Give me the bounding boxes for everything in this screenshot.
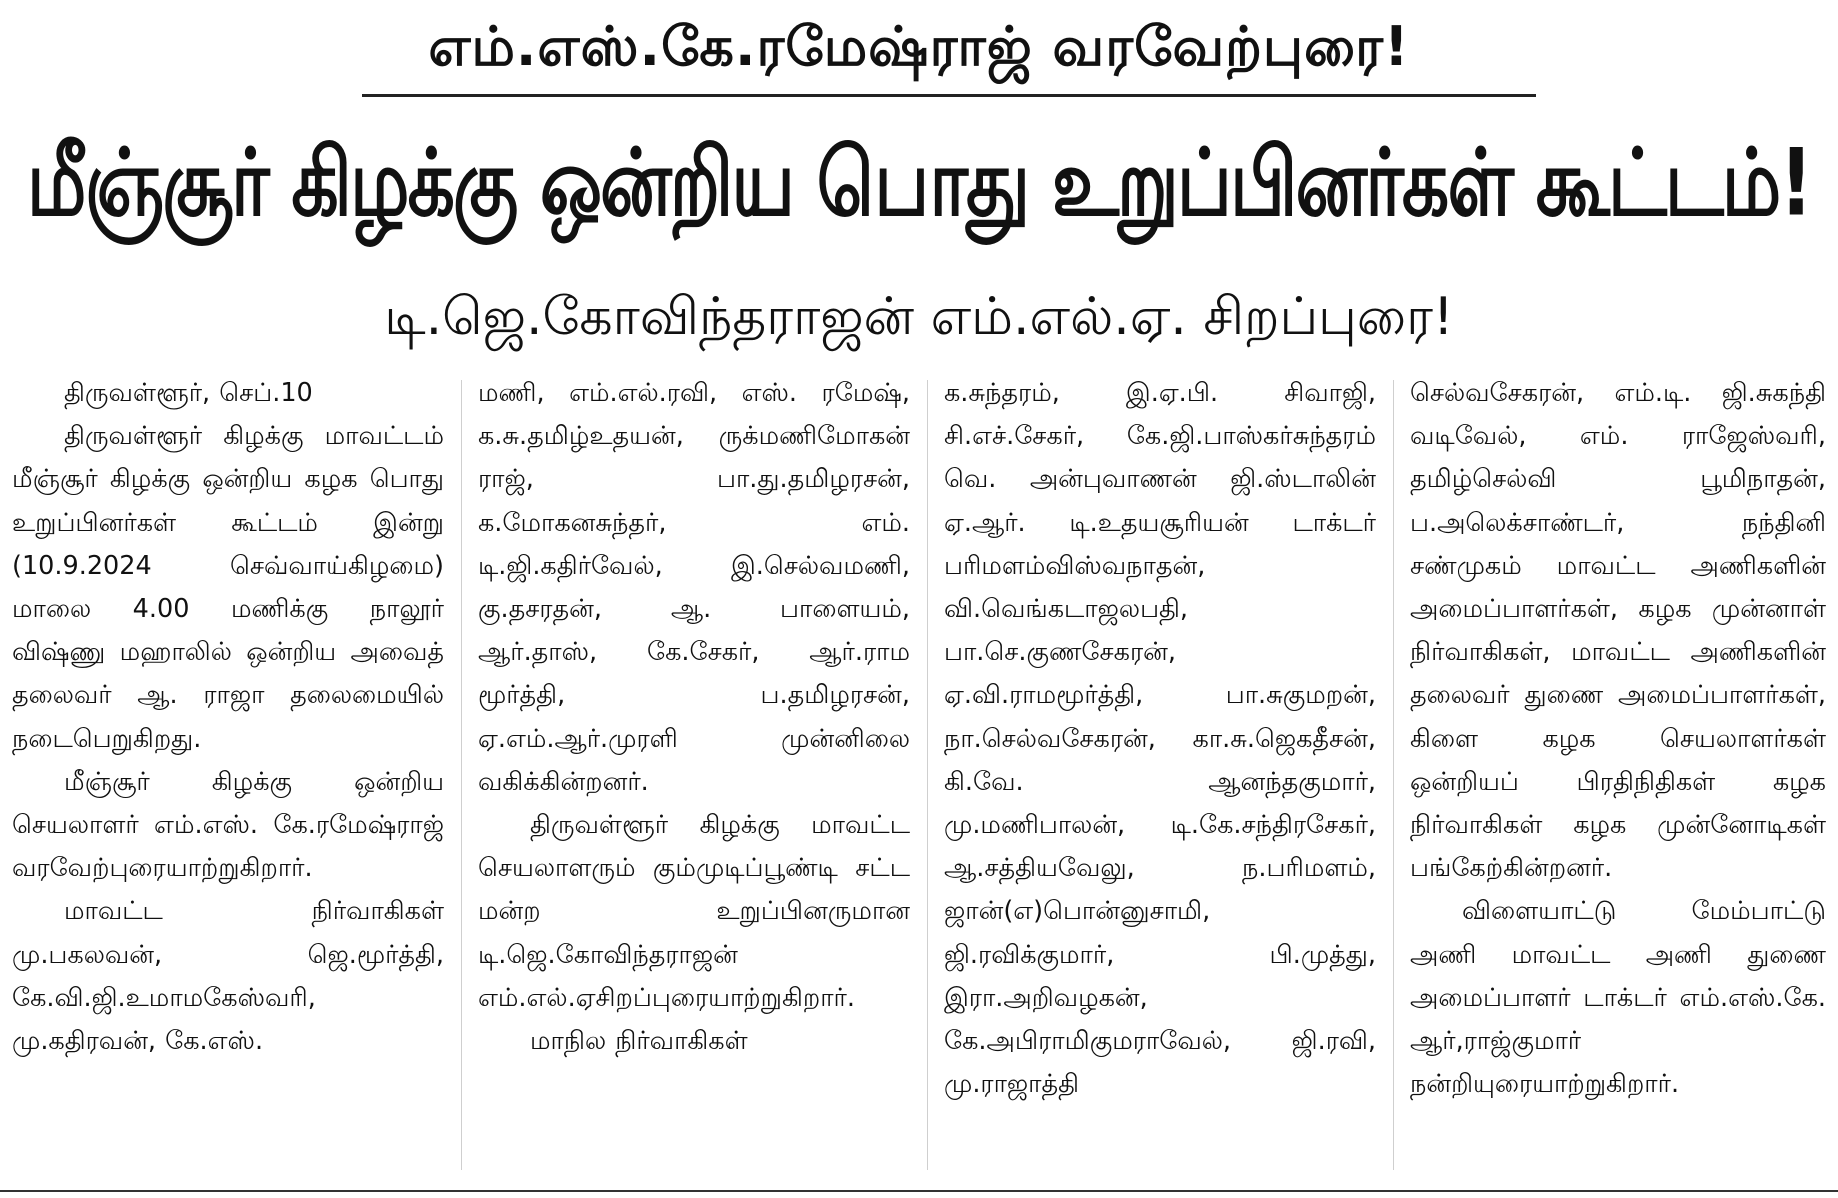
column-divider — [927, 380, 928, 1170]
dateline: திருவள்ளூர், செப்.10 — [64, 378, 313, 408]
article-paragraph: மணி, எம்.எல்.ரவி, எஸ். ரமேஷ், க.சு.தமிழ்உதயன், ருக்மணிமோகன் ராஜ், பா.து.தமிழரசன், க.மோகனசுந்தர், எம். டி.ஜி.கதிர்வேல், இ.செல்வமணி, கு.தசரதன், ஆ. பாளையம், ஆர்.தாஸ், கே.சேகர், ஆர்.ராம மூர்த்தி, ப.தமிழரசன், ஏ.எம்.ஆர்.முரளி முன்னிலை வகிக்கின்றனர். — [478, 378, 910, 797]
article-column-4 — [1410, 372, 1826, 1172]
article-paragraph: செல்வசேகரன், எம்.டி. ஜி.சுகந்தி வடிவேல், எம். ராஜேஸ்வரி, தமிழ்செல்வி பூமிநாதன், ப.அலெக்சாண்டர், நந்தினி சண்முகம் மாவட்ட அணிகளின் அமைப்பாளர்கள், கழக முன்னாள் நிர்வாகிகள், மாவட்ட அணிகளின் தலைவர் துணை அமைப்பாளர்கள், கிளை கழக செயலாளர்கள் ஒன்றியப் பிரதிநிதிகள் கழக நிர்வாகிகள் கழக முன்னோடிகள் பங்கேற்கின்றனர். — [1410, 378, 1826, 884]
article-paragraph: க.சுந்தரம், இ.ஏ.பி. சிவாஜி, சி.எச்.சேகர், கே.ஜி.பாஸ்கர்சுந்தரம் வெ. அன்புவாணன் ஜி.ஸ்டாலின் ஏ.ஆர். டி.உதயசூரியன் டாக்டர் பரிமளம்விஸ்வநாதன், வி.வெங்கடாஜலபதி, பா.செ.குணசேகரன், ஏ.வி.ராமமூர்த்தி, பா.சுகுமறன், நா.செல்வசேகரன், கா.சு.ஜெகதீசன், கி.வே. ஆனந்தகுமார், மு.மணிபாலன், டி.கே.சந்திரசேகர், ஆ.சத்தியவேலு, ந.பரிமளம், ஜான்(எ)பொன்னுசாமி, ஜி.ரவிக்குமார், பி.முத்து, இரா.அறிவழகன், கே.அபிராமிகுமராவேல், ஜி.ரவி, மு.ராஜாத்தி — [944, 378, 1376, 1100]
article-paragraph: மாநில நிர்வாகிகள் — [530, 1026, 748, 1057]
article-column-2 — [478, 372, 910, 1172]
article-paragraph: திருவள்ளூர் கிழக்கு மாவட்டம் மீஞ்சூர் கிழக்கு ஒன்றிய கழக பொது உறுப்பினர்கள் கூட்டம் இன்று (10.9.2024 செவ்வாய்கிழமை) மாலை 4.00 மணிக்கு நாலூர் விஷ்ணு மஹாலில் ஒன்றிய அவைத் தலைவர் ஆ. ராஜா தலைமையில் நடைபெறுகிறது. — [12, 421, 444, 754]
sub-headline: டி.ஜெ.கோவிந்தராஜன் எம்.எல்.ஏ. சிறப்புரை! — [384, 287, 1454, 347]
article-paragraph: திருவள்ளூர் கிழக்கு மாவட்ட செயலாளரும் கும்முடிப்பூண்டி சட்ட மன்ற உறுப்பினருமான டி.ஜெ.கோவிந்தராஜன் எம்.எல்.ஏசிறப்புரையாற்றுகிறார். — [478, 810, 910, 1013]
article-paragraph: மீஞ்சூர் கிழக்கு ஒன்றிய செயலாளர் எம்.எஸ். கே.ரமேஷ்ராஜ் வரவேற்புரையாற்றுகிறார். — [12, 766, 444, 884]
bottom-rule — [0, 1190, 1838, 1192]
kicker-headline: எம்.எஸ்.கே.ரமேஷ்ராஜ் வரவேற்புரை! — [428, 15, 1410, 78]
article-paragraph: மாவட்ட நிர்வாகிகள் மு.பகலவன், ஜெ.மூர்த்தி, கே.வி.ஜி.உமாமகேஸ்வரி, மு.கதிரவன், கே.எஸ். — [12, 896, 444, 1057]
article-body — [12, 372, 1826, 1172]
column-divider — [1393, 380, 1394, 1170]
article-column-3 — [944, 372, 1376, 1172]
column-divider — [461, 380, 462, 1170]
article-paragraph: விளையாட்டு மேம்பாட்டு அணி மாவட்ட அணி துணை அமைப்பாளர் டாக்டர் எம்.எஸ்.கே. ஆர்,ராஜ்குமார் நன்றியுரையாற்றுகிறார். — [1410, 896, 1826, 1100]
main-headline: மீஞ்சூர் கிழக்கு ஒன்றிய பொது உறுப்பினர்கள் கூட்டம்! — [26, 129, 1812, 237]
article-column-1 — [12, 372, 444, 1172]
